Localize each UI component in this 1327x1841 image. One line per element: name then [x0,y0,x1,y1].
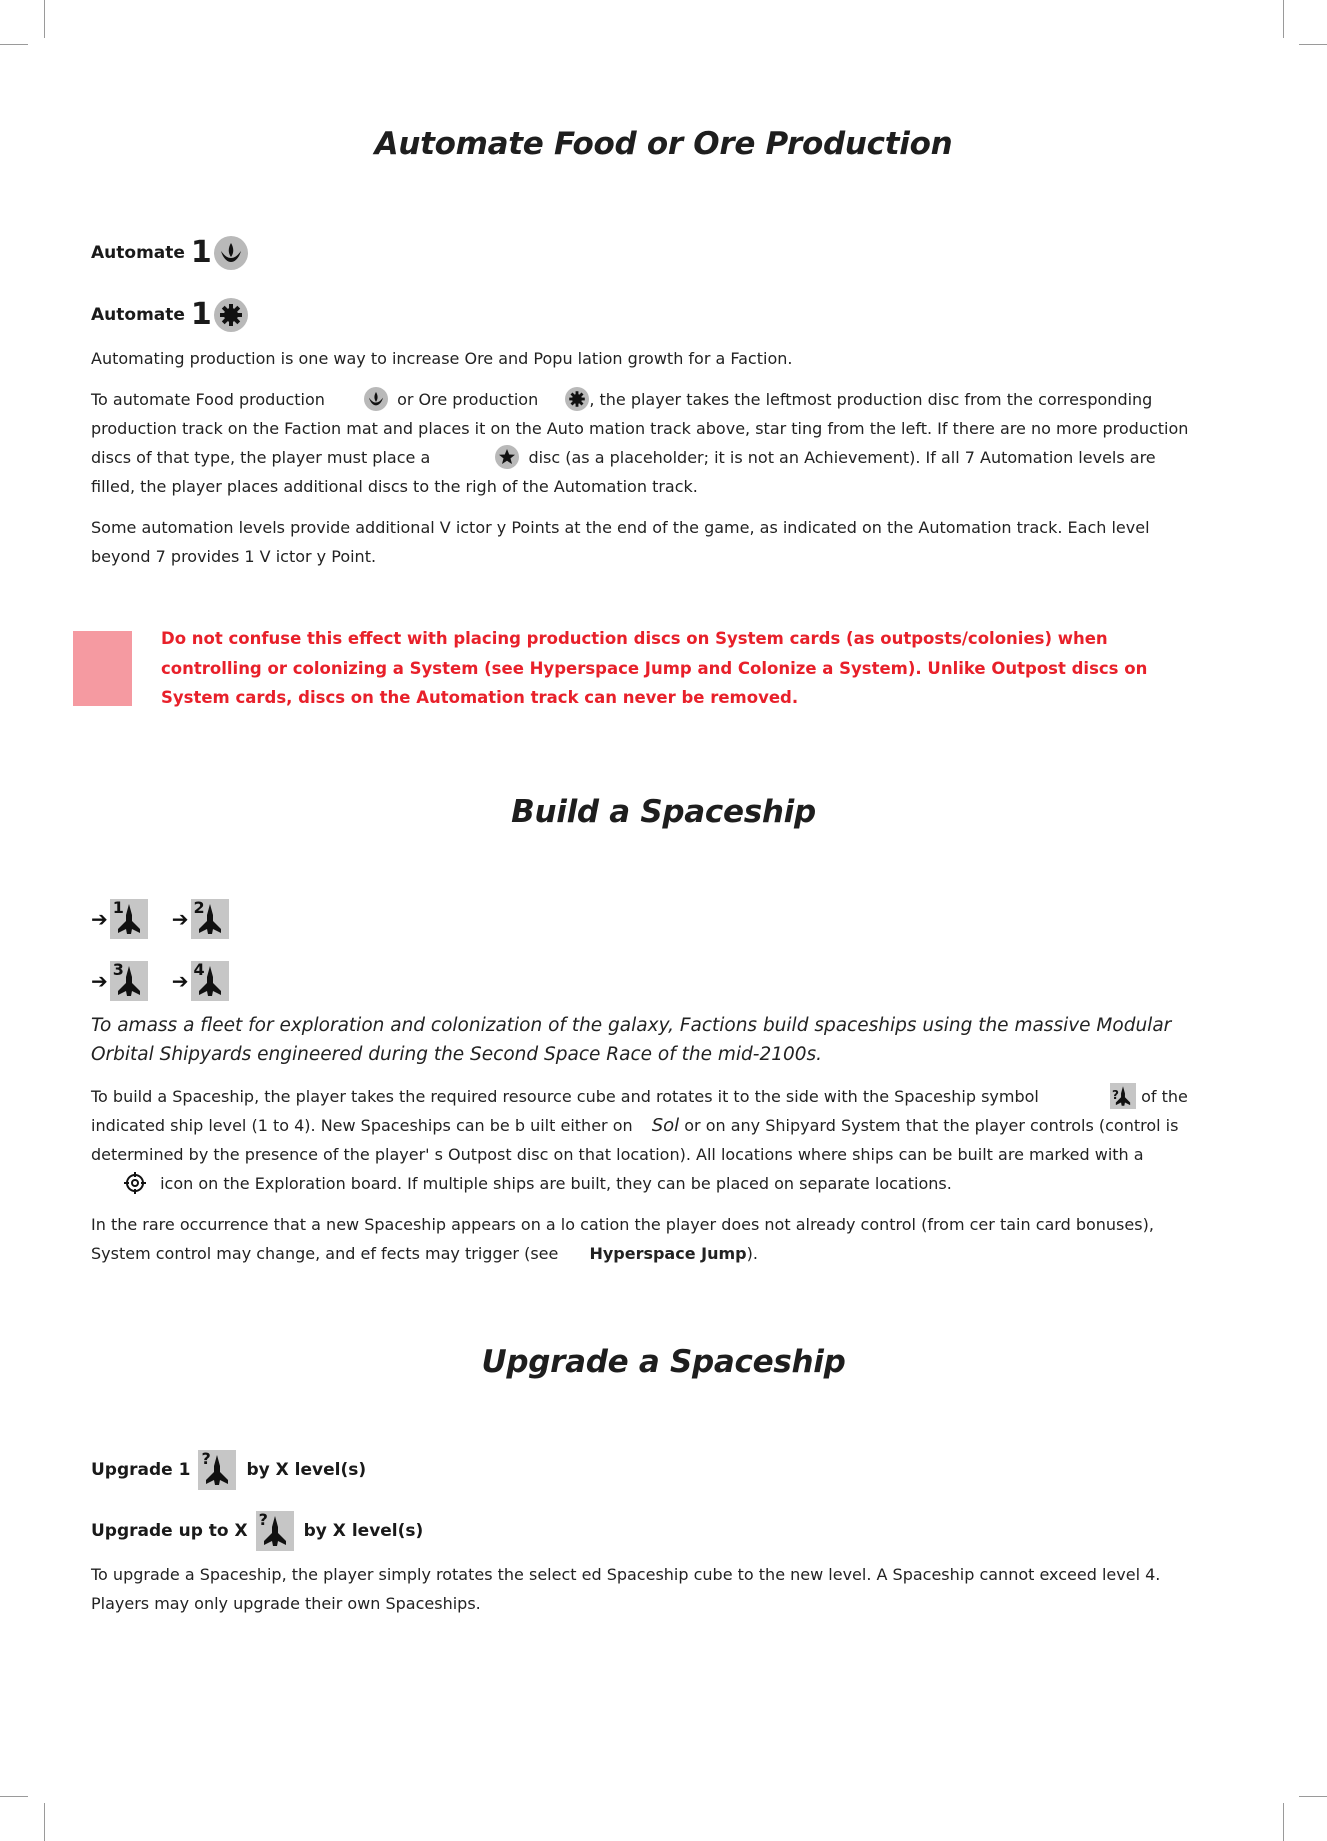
text-span: or Ore production [397,390,539,409]
crop-mark [0,1796,28,1797]
text-span: To build a Spaceship, the player takes the required resource cube and rotates it to the side with the Spaceship symbol [91,1087,1039,1106]
crop-mark [44,0,45,38]
text-span: disc (as a placeholder; it is not an Achievement). If all 7 Automation levels are filled, the player places additional discs to the righ of the Automation track. [91,448,1156,496]
spaceship-icon [1110,1083,1136,1109]
warning-note: Do not confuse this effect with placing production discs on System cards (as outposts/colonies) when controlling or colonizing a System (see Hyperspace Jump and Colonize a System). Unlike Outpost discs on System cards, discs on the Automation track can never be removed. [161,629,1148,707]
hyperspace-jump-reference: Hyperspace Jump [589,1244,747,1263]
label-text: by X level(s) [303,1521,424,1541]
ship-levels-row-1 [91,899,229,939]
section-heading-build: Build a Spaceship [511,794,816,830]
text-span: , the player takes the leftmost production disc from the corresponding production track on the Faction mat and places it on the Auto mation track above, star ting from the left. If there are no more production discs of that type, the player must place a [91,390,1189,467]
ship-levels-row-2 [91,961,229,1001]
ore-icon [214,298,248,332]
arrow-icon: ➔ [171,907,189,931]
crop-mark [0,44,28,45]
spaceship-icon [110,899,148,939]
ship-level: 1 [112,898,124,917]
automate-paragraph-2 [91,385,1201,501]
star-icon [495,445,519,469]
count: 1 [190,297,212,332]
arrow-icon: ➔ [171,969,189,993]
ship-level-unknown: ? [201,1449,211,1468]
automate-food-label [91,236,248,270]
automate-ore-label [91,298,248,332]
spaceship-icon [110,961,148,1001]
spaceship-icon [198,1450,236,1490]
note-marker [73,631,132,706]
food-icon [214,236,248,270]
text-span: ). [746,1244,758,1263]
spaceship-icon [256,1511,294,1551]
upgrade-1-label [91,1450,366,1490]
build-paragraph-1 [91,1082,1201,1198]
crop-mark [44,1803,45,1841]
label-text: by X level(s) [246,1460,367,1480]
spaceship-icon [191,961,229,1001]
ore-icon [565,387,589,411]
ship-level-unknown: ? [1111,1088,1119,1102]
automate-paragraph-3: Some automation levels provide additional V ictor y Points at the end of the game, as indicated on the Automation track. Each level beyond 7 provides 1 V ictor y Point. [91,518,1150,566]
count: 1 [190,235,212,270]
upgrade-up-to-x-label [91,1511,423,1551]
sol-text: Sol [651,1115,680,1136]
label-text: Upgrade 1 [91,1460,191,1480]
spaceship-icon [191,899,229,939]
automate-intro: Automating production is one way to increase Ore and Popu lation growth for a Faction. [91,349,793,368]
crop-mark [1283,0,1284,38]
label-text: Automate [91,305,185,325]
text-span: icon on the Exploration board. If multiple ships are built, they can be placed on separate locations. [160,1174,952,1193]
crop-mark [1283,1803,1284,1841]
upgrade-paragraph: To upgrade a Spaceship, the player simply rotates the select ed Spaceship cube to the new level. A Spaceship cannot exceed level 4. Players may only upgrade their own Spaceships. [91,1565,1161,1613]
text-span: of the indicated ship level (1 to 4). New Spaceships can be b uilt either on [91,1087,1188,1135]
ship-level: 4 [193,960,205,979]
ship-level-unknown: ? [258,1510,268,1529]
text-span: In the rare occurrence that a new Spaceship appears on a lo cation the player does not already control (from cer tain card bonuses), System control may change, and ef fects may trigger (see [91,1215,1154,1263]
arrow-icon: ➔ [91,969,108,993]
build-flavor-text: To amass a fleet for exploration and colonization of the galaxy, Factions build spaceships using the massive Modular Orbital Shipyards engineered during the Second Space Race of the mid-2100s. [91,1015,1172,1065]
label-text: Upgrade up to X [91,1521,248,1541]
text-span: or on any Shipyard System that the player controls (control is determined by the presence of the player' s Outpost disc on that location). All locations where ships can be built are marked with a [91,1116,1179,1164]
arrow-icon: ➔ [91,907,108,931]
food-icon [364,387,388,411]
text-span: To automate Food production [91,390,325,409]
crop-mark [1299,1796,1327,1797]
build-paragraph-2 [91,1210,1201,1268]
label-text: Automate [91,243,185,263]
section-heading-automate: Automate Food or Ore Production [374,126,953,162]
shipyard-icon [123,1171,147,1195]
section-heading-upgrade: Upgrade a Spaceship [481,1344,846,1380]
crop-mark [1299,44,1327,45]
ship-level: 3 [112,960,124,979]
ship-level: 2 [193,898,205,917]
